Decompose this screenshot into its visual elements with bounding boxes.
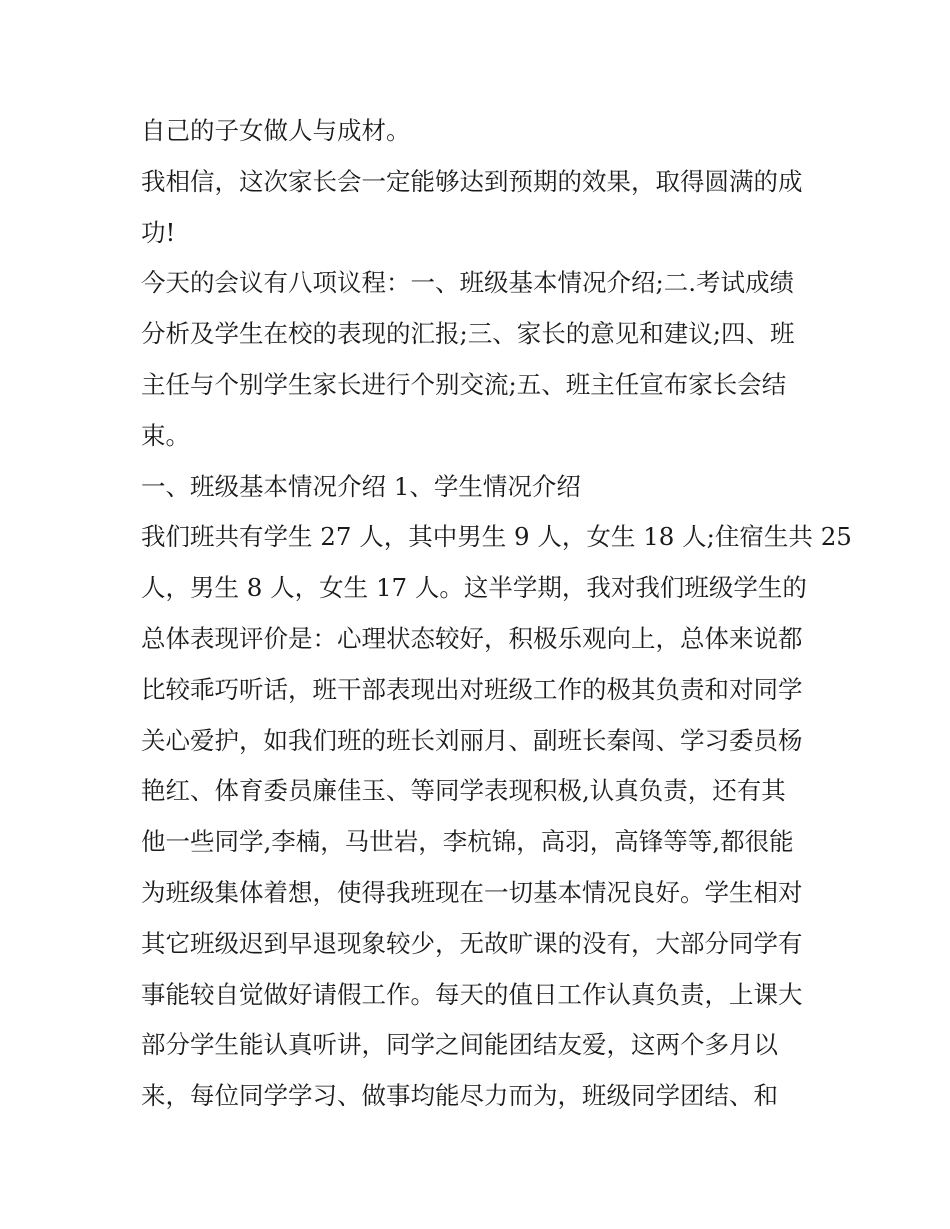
text-line: 为班级集体着想，使得我班现在一切基本情况良好。学生相对 [141,877,803,907]
text-line: 其它班级迟到早退现象较少，无故旷课的没有，大部分同学有 [141,928,803,958]
document-body [141,106,852,1122]
section-heading: 一、班级基本情况介绍 1、学生情况介绍 [141,471,581,501]
text-line: 部分学生能认真听讲，同学之间能团结友爱，这两个多月以 [141,1030,778,1060]
text-line: 比较乖巧听话，班干部表现出对班级工作的极其负责和对同学 [141,674,803,704]
text-line: 我们班共有学生 27 人，其中男生 9 人，女生 18 人;住宿生共 25 [141,522,852,552]
text-line: 功! [141,217,176,247]
text-line: 主任与个别学生家长进行个别交流;五、班主任宣布家长会结 [141,369,787,399]
text-line: 人，男生 8 人，女生 17 人。这半学期，我对我们班级学生的 [141,573,807,603]
text-line: 束。 [141,420,190,450]
text-line: 来，每位同学学习、做事均能尽力而为，班级同学团结、和 [141,1081,778,1111]
text-line: 分析及学生在校的表现的汇报;三、家长的意见和建议;四、班 [141,319,795,349]
text-line: 我相信，这次家长会一定能够达到预期的效果，取得圆满的成 [141,166,803,196]
text-line: 自己的子女做人与成材。 [141,116,411,145]
text-line: 事能较自觉做好请假工作。每天的值日工作认真负责，上课大 [141,979,803,1009]
text-line: 总体表现评价是：心理状态较好，积极乐观向上，总体来说都 [141,623,803,653]
text-line: 艳红、体育委员廉佳玉、等同学表现积极,认真负责，还有其 [141,776,786,806]
text-line: 关心爱护，如我们班的班长刘丽月、副班长秦闯、学习委员杨 [141,725,803,755]
text-line: 今天的会议有八项议程：一、班级基本情况介绍;二.考试成绩 [141,268,795,298]
text-line: 他一些同学,李楠，马世岩，李杭锦，高羽，高锋等等,都很能 [141,827,794,857]
